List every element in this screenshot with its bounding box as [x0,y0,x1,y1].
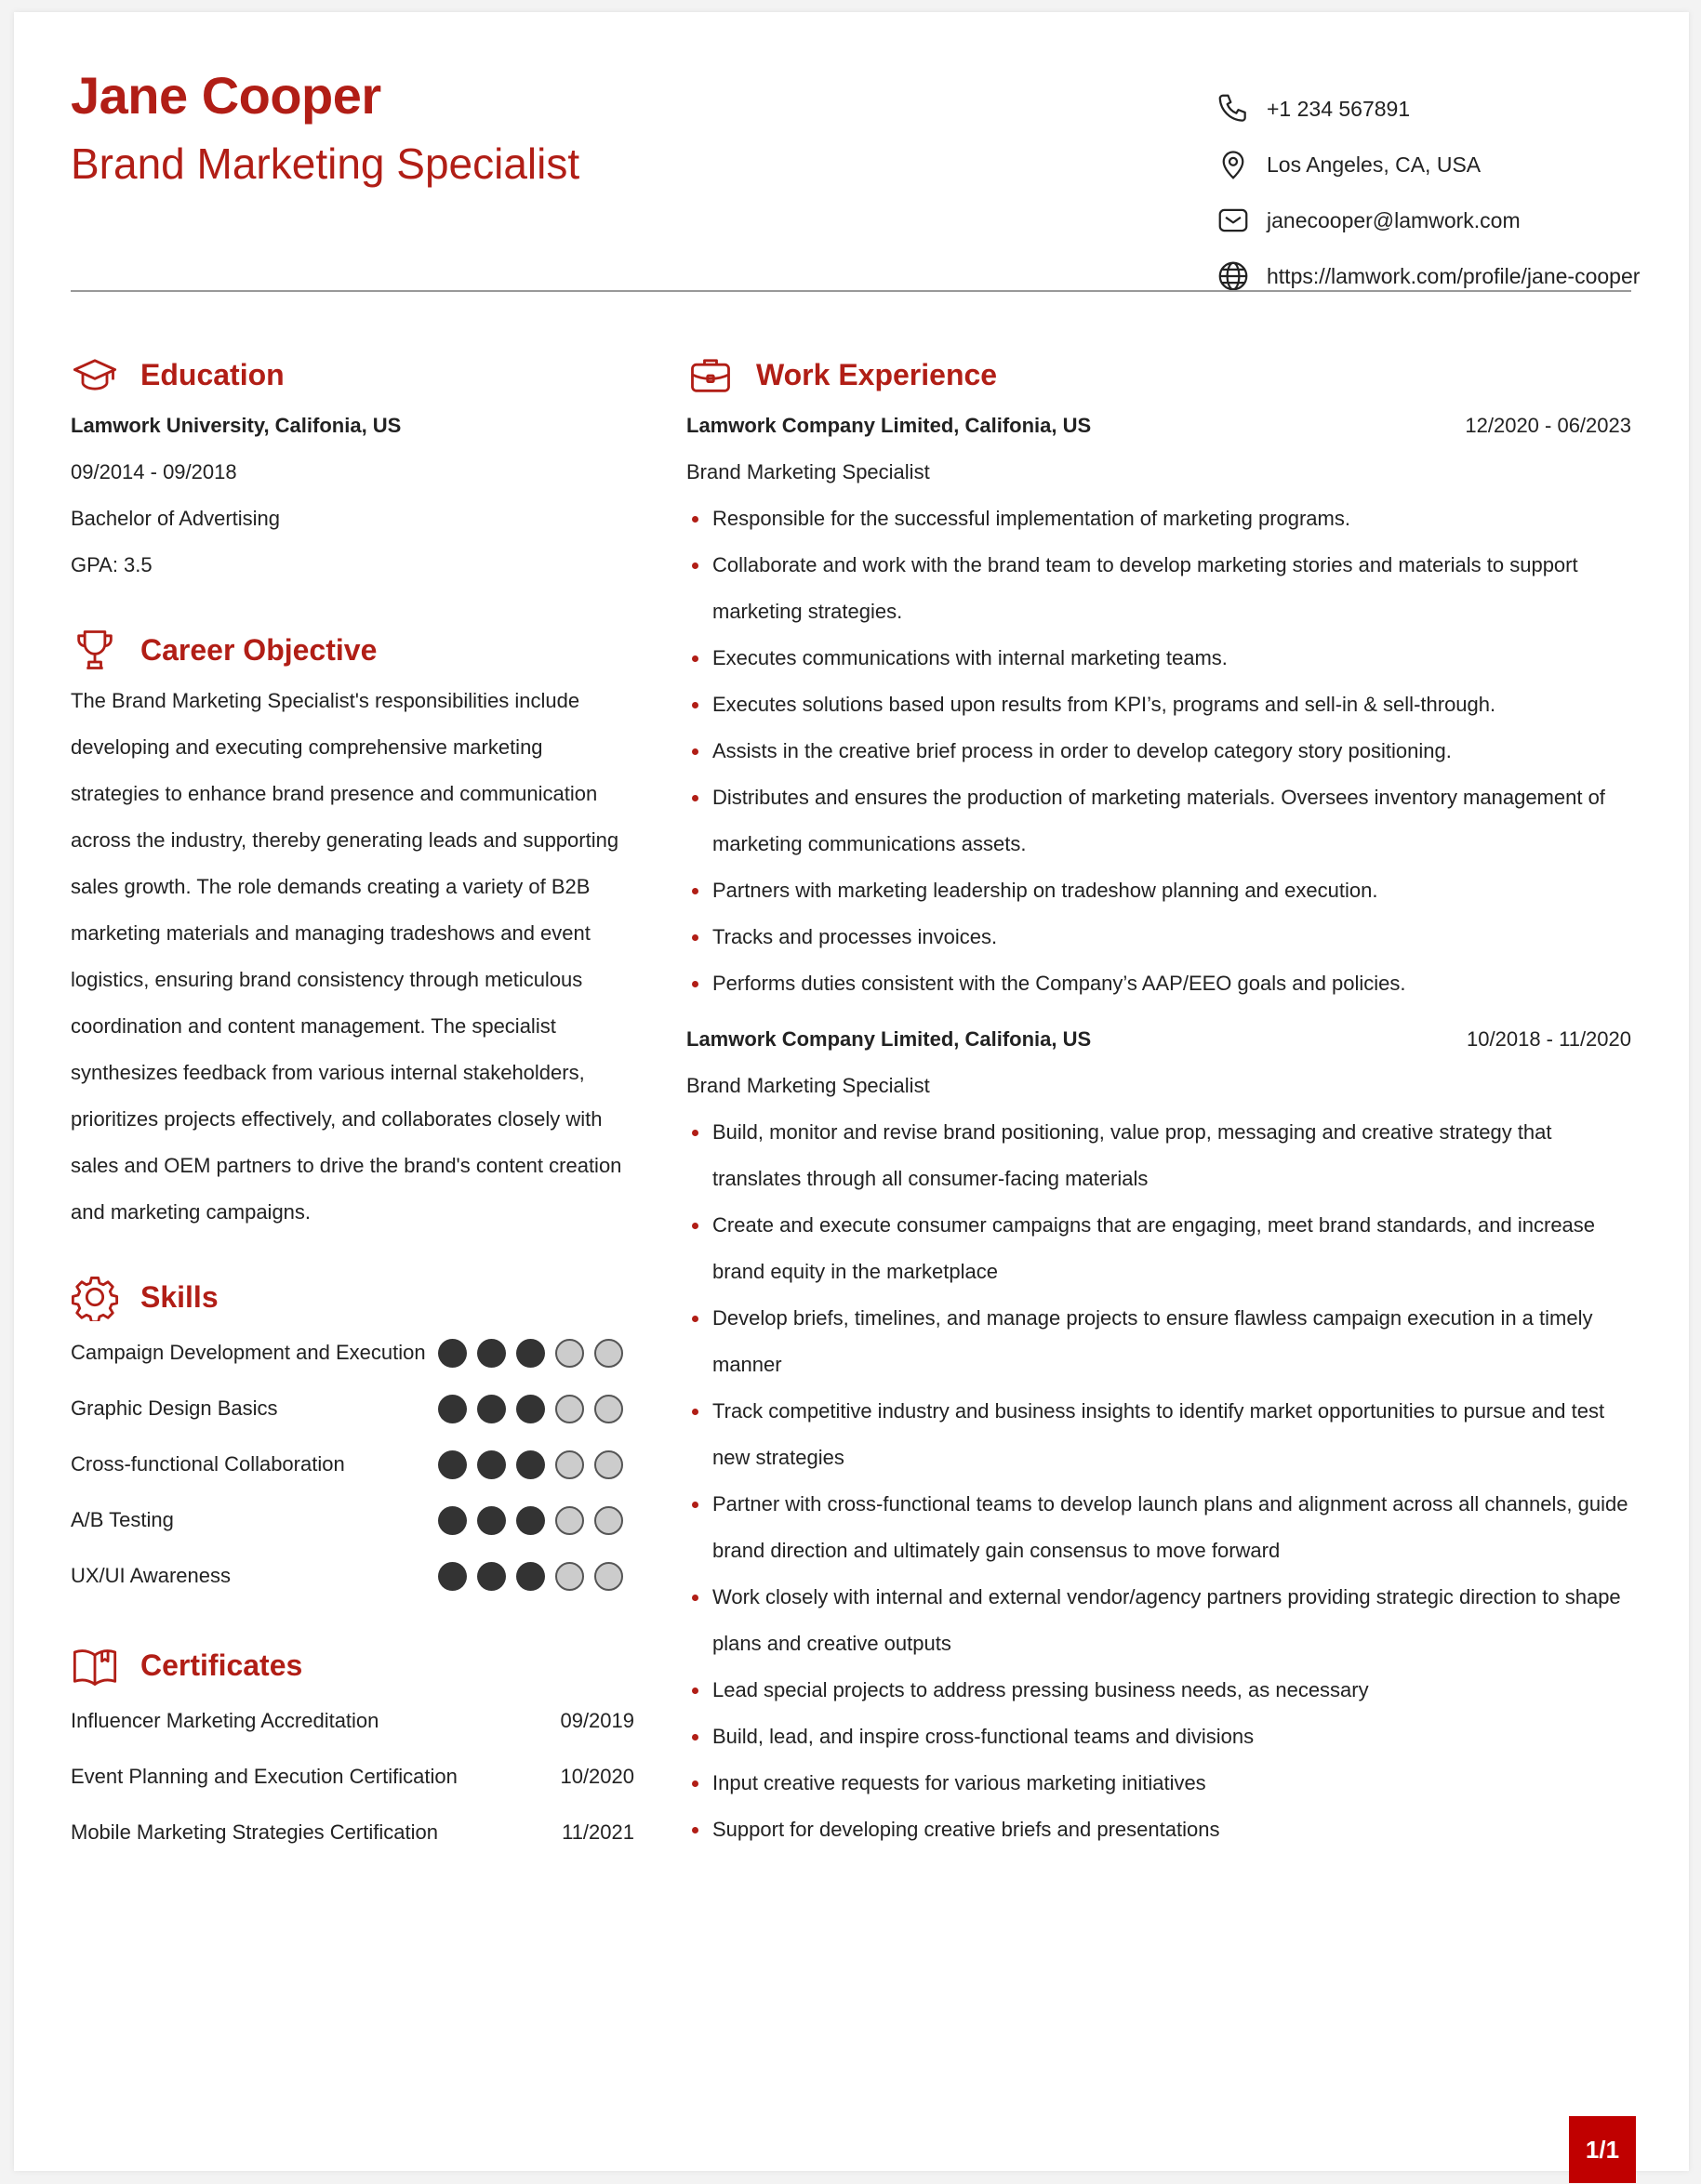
contact-phone-text: +1 234 567891 [1267,96,1411,121]
experience-list [686,403,1631,1853]
contact-website [1216,248,1641,304]
job-bullet: Tracks and processes invoices. [686,914,1631,960]
skill-row [71,1381,634,1436]
skill-row [71,1548,634,1604]
job-bullet: Build, lead, and inspire cross-functional teams and divisions [686,1714,1631,1760]
page-indicator: 1/1 [1569,2116,1636,2183]
job-bullet: Create and execute consumer campaigns that are engaging, meet brand standards, and increase brand equity in the marketplace [686,1202,1631,1295]
skills-title: Skills [140,1279,219,1314]
certificate-name: Mobile Marketing Strategies Certification [71,1820,438,1844]
certificates-section [71,1637,634,1860]
rating-dot-filled [438,1506,467,1535]
candidate-title: Brand Marketing Specialist [71,139,580,188]
contact-email [1216,192,1632,248]
rating-dot-filled [477,1450,506,1479]
certificate-date: 09/2019 [560,1709,634,1732]
skills-heading [71,1269,634,1325]
skill-rating [438,1339,634,1368]
certificates-list [71,1693,634,1860]
experience-title: Work Experience [756,357,998,391]
rating-dot-filled [438,1339,467,1368]
job-header [686,403,1631,449]
rating-dot-empty [555,1395,584,1423]
phone-icon [1216,91,1251,126]
job-bullet: Collaborate and work with the brand team to develop marketing stories and materials to support marketing strategies. [686,542,1631,635]
job-bullets [686,1109,1631,1853]
skill-label: Graphic Design Basics [71,1396,278,1420]
job-bullet: Track competitive industry and business insights to identify market opportunities to pursue and test new strategies [686,1388,1631,1481]
trophy-icon [71,626,119,674]
education-heading [71,347,634,403]
job-role: Brand Marketing Specialist [686,1074,930,1097]
right-column [686,347,1631,1853]
rating-dot-filled [516,1339,545,1368]
contact-website-text: https://lamwork.com/profile/jane-cooper [1267,263,1641,288]
skill-rating [438,1395,634,1423]
job-bullet: Build, monitor and revise brand positioning, value prop, messaging and creative strategy that translates through all consumer-facing materials [686,1109,1631,1202]
contact-list [1216,81,1641,304]
rating-dot-empty [594,1339,623,1368]
rating-dot-filled [516,1506,545,1535]
gear-icon [71,1273,119,1321]
skill-label: Campaign Development and Execution [71,1341,426,1364]
certificate-name: Event Planning and Execution Certification [71,1765,458,1788]
objective-section [71,622,634,1236]
rating-dot-empty [594,1506,623,1535]
rating-dot-filled [477,1395,506,1423]
job-entry [686,1016,1631,1853]
skills-list [71,1325,634,1604]
job-bullet: Partners with marketing leadership on tradeshow planning and execution. [686,867,1631,914]
rating-dot-filled [477,1506,506,1535]
job-bullet: Executes solutions based upon results from KPI’s, programs and sell-in & sell-through. [686,682,1631,728]
rating-dot-filled [438,1395,467,1423]
certificates-title: Certificates [140,1648,303,1682]
header-divider [71,290,1631,292]
education-degree: Bachelor of Advertising [71,507,281,530]
skill-row [71,1436,634,1492]
job-bullet: Distributes and ensures the production of marketing materials. Oversees inventory management of marketing communications assets. [686,774,1631,867]
rating-dot-filled [477,1339,506,1368]
rating-dot-filled [516,1450,545,1479]
rating-dot-empty [594,1562,623,1591]
resume-header [71,12,1641,291]
skills-section [71,1269,634,1604]
rating-dot-empty [594,1395,623,1423]
job-bullet: Work closely with internal and external vendor/agency partners providing strategic direction to shape plans and creative outputs [686,1574,1631,1667]
rating-dot-empty [594,1450,623,1479]
job-entry [686,403,1631,1007]
contact-email-text: janecooper@lamwork.com [1267,207,1521,232]
certificates-heading [71,1637,634,1693]
rating-dot-filled [516,1395,545,1423]
job-bullet: Executes communications with internal marketing teams. [686,635,1631,682]
experience-heading [686,347,1631,403]
job-company: Lamwork Company Limited, Califonia, US [686,414,1092,437]
skill-label: A/B Testing [71,1508,174,1531]
resume-content [71,12,1641,1844]
job-bullet: Responsible for the successful implementation of marketing programs. [686,496,1631,542]
job-bullet: Lead special projects to address pressing business needs, as necessary [686,1667,1631,1714]
job-header [686,1016,1631,1063]
job-role: Brand Marketing Specialist [686,460,930,483]
skill-label: UX/UI Awareness [71,1564,232,1587]
job-company: Lamwork Company Limited, Califonia, US [686,1027,1092,1051]
certificate-name: Influencer Marketing Accreditation [71,1709,379,1732]
mail-icon [1216,203,1251,238]
rating-dot-filled [438,1562,467,1591]
certificate-date: 11/2021 [562,1820,634,1844]
resume-page [14,12,1689,2171]
certificate-row [71,1749,634,1805]
skill-rating [438,1506,634,1535]
open-book-icon [71,1641,119,1689]
skill-row [71,1492,634,1548]
education-gpa: GPA: 3.5 [71,553,153,576]
skill-rating [438,1450,634,1479]
certificate-row [71,1805,634,1860]
education-title: Education [140,357,285,391]
objective-title: Career Objective [140,632,378,667]
rating-dot-filled [438,1450,467,1479]
skill-rating [438,1562,634,1591]
objective-heading [71,622,634,678]
graduation-cap-icon [71,351,119,399]
rating-dot-filled [477,1562,506,1591]
job-bullet: Support for developing creative briefs and presentations [686,1807,1631,1853]
candidate-name: Jane Cooper [71,66,381,125]
job-bullet: Assists in the creative brief process in order to develop category story positioning. [686,728,1631,774]
rating-dot-empty [555,1562,584,1591]
globe-icon [1216,258,1251,294]
job-bullet: Partner with cross-functional teams to develop launch plans and alignment across all channels, guide brand direction and ultimately gain consensus to move forward [686,1481,1631,1574]
contact-location [1216,137,1632,192]
job-bullet: Develop briefs, timelines, and manage projects to ensure flawless campaign execution in a timely manner [686,1295,1631,1388]
location-icon [1216,147,1251,182]
education-school: Lamwork University, Califonia, US [71,414,402,437]
job-dates: 12/2020 - 06/2023 [1465,414,1631,437]
left-column [71,347,634,1860]
briefcase-icon [686,351,735,399]
rating-dot-empty [555,1450,584,1479]
job-bullet: Performs duties consistent with the Company’s AAP/EEO goals and policies. [686,960,1631,1007]
job-bullets [686,496,1631,1007]
skill-label: Cross-functional Collaboration [71,1452,345,1476]
certificate-date: 10/2020 [560,1765,634,1788]
education-section [71,347,634,589]
education-dates: 09/2014 - 09/2018 [71,460,237,483]
skill-row [71,1325,634,1381]
contact-phone [1216,81,1632,137]
certificate-row [71,1693,634,1749]
rating-dot-empty [555,1339,584,1368]
job-bullet: Input creative requests for various marketing initiatives [686,1760,1631,1807]
rating-dot-filled [516,1562,545,1591]
objective-text: The Brand Marketing Specialist's responsibilities include developing and executing comprehensive marketing strategies to enhance brand presence and communication across the industry, thereby generating leads and supporting sales growth. The role demands creating a variety of B2B marketing materials and managing tradeshows and event logistics, ensuring brand consistency through meticulous coordination and content management. The specialist synthesizes feedback from various internal stakeholders, prioritizes projects effectively, and collaborates closely with sales and OEM partners to drive the brand's content creation and marketing campaigns. [71,689,622,1224]
rating-dot-empty [555,1506,584,1535]
job-dates: 10/2018 - 11/2020 [1467,1027,1631,1051]
contact-location-text: Los Angeles, CA, USA [1267,152,1482,177]
